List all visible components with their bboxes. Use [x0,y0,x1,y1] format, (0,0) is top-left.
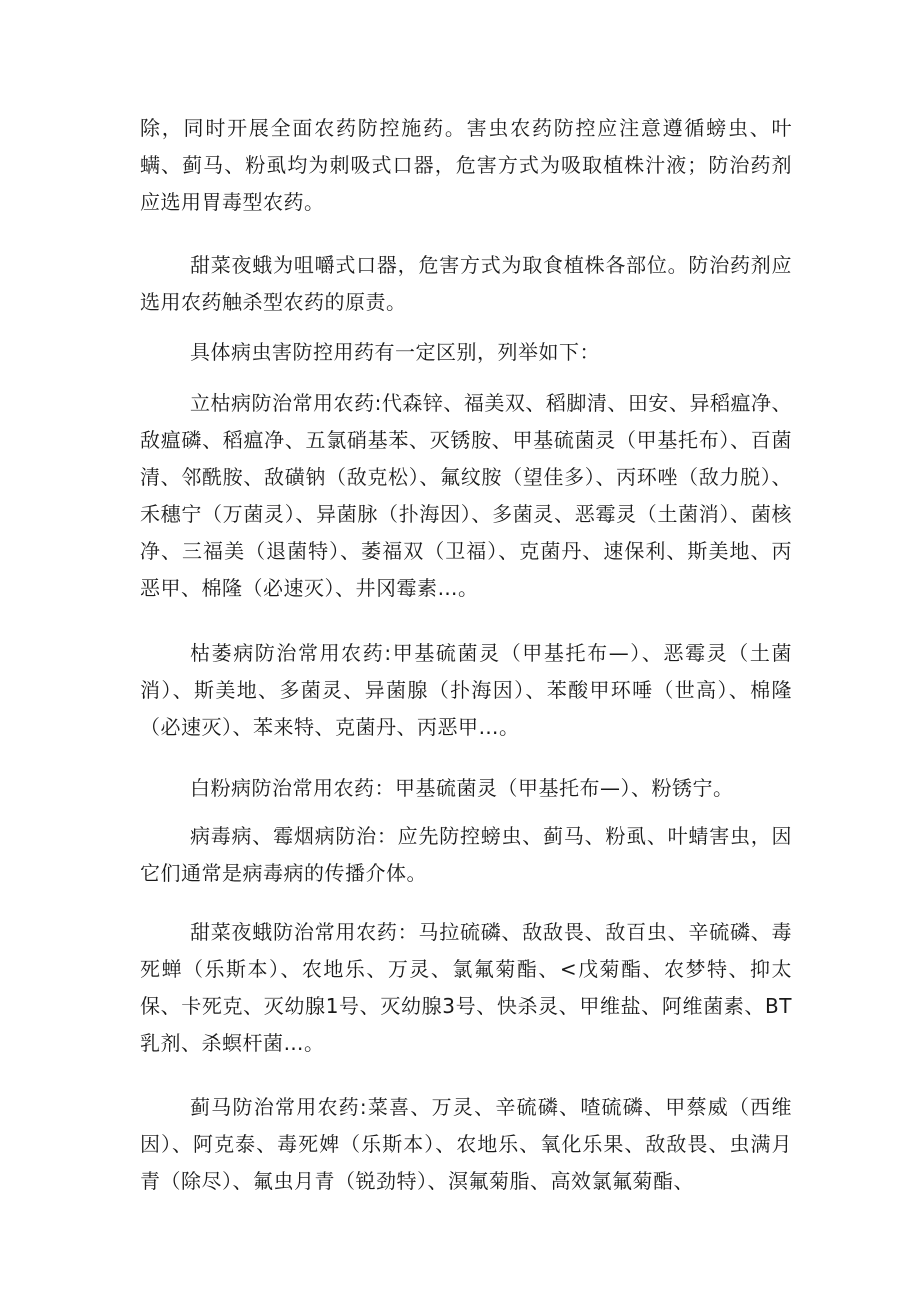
paragraph-powdery-mildew: 白粉病防治常用农药：甲基硫菌灵（甲基托布—）、粉锈宁。 [190,776,734,800]
paragraph-continuation: 除，同时开展全面农药防控施药。害虫农药防控应注意遵循螃虫、叶螨、蓟马、粉虱均为刺吸式口器，危害方式为吸取植株汁液；防治药剂应选用胃毒型农药。 [140,116,792,214]
paragraph-beet-armyworm-intro: 甜菜夜蛾为咀嚼式口器，危害方式为取食植株各部位。防治药剂应选用农药触杀型农药的原责。 [140,253,792,314]
paragraph-list-intro: 具体病虫害防控用药有一定区别，列举如下： [190,340,600,364]
paragraph-thrips-control: 蓟马防治常用农药:菜喜、万灵、辛硫磷、喳硫磷、甲蔡威（西维因）、阿克泰、毒死婢（乐斯本）、农地乐、氧化乐果、敌敌畏、虫满月青（除尽）、氟虫月青（锐劲特）、溟氟菊脂、高效氯氟菊酯、 [140,1095,792,1193]
paragraph-virus-disease: 病毒病、霉烟病防治：应先防控螃虫、蓟马、粉虱、叶蜻害虫，因它们通常是病毒病的传播介体。 [140,824,792,885]
paragraph-beet-armyworm-control: 甜菜夜蛾防治常用农药：马拉硫磷、敌敌畏、敌百虫、辛硫磷、毒死蝉（乐斯本）、农地乐、万灵、氯氟菊酯、<戊菊酯、农梦特、抑太保、卡死克、灭幼腺1号、灭幼腺3号、快杀灵、甲维盐、阿维菌素、BT乳剂、杀螟杆菌…。 [140,920,792,1055]
paragraph-fusarium-wilt: 枯萎病防治常用农药:甲基硫菌灵（甲基托布—）、恶霉灵（土菌消）、斯美地、多菌灵、异菌腺（扑海因）、苯酸甲环唾（世高）、棉隆（必速灭）、苯来特、克菌丹、丙恶甲…。 [140,641,792,739]
paragraph-damping-off: 立枯病防治常用农药:代森锌、福美双、稻脚清、田安、异稻瘟净、敌瘟磷、稻瘟净、五氯硝基苯、灭锈胺、甲基硫菌灵（甲基托布）、百菌清、邻酰胺、敌磺钠（敌克松）、氟纹胺（望佳多）、丙环唑（敌力脱）、禾穗宁（万菌灵）、异菌脉（扑海因）、多菌灵、恶霉灵（土菌消）、菌核净、三福美（退菌特）、萎福双（卫福）、克菌丹、速保利、斯美地、丙恶甲、棉隆（必速灭）、井冈霉素…。 [140,391,792,600]
